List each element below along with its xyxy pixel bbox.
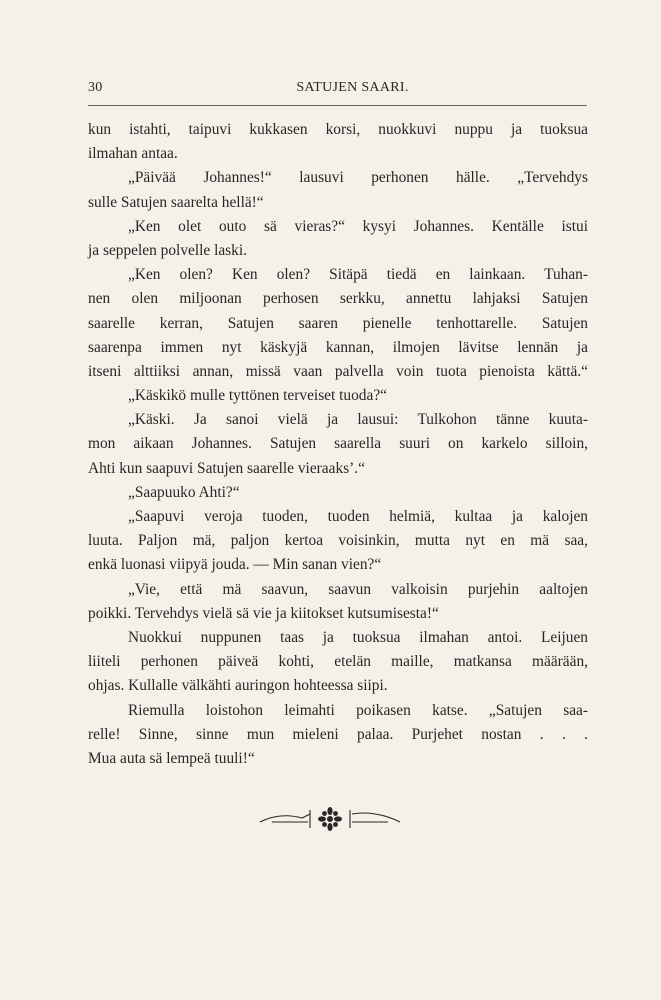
text-line: saarenpa immen nyt käskyjä kannan, ilmojen lävitse lennän ja [88, 338, 588, 356]
text-line: „Päivää Johannes!“ lausuvi perhonen hälle. „Tervehdys [128, 169, 588, 187]
text-line: ilmahan antaa. [88, 145, 178, 163]
running-head [88, 80, 587, 102]
text-line: Nuokkui nuppunen taas ja tuoksua ilmahan antoi. Leijuen [128, 628, 588, 646]
text-line: liiteli perhonen päiveä kohti, etelän maille, matkansa määrään, [88, 653, 588, 671]
text-line: itseni alttiiksi annan, missä vaan palvella voin tuota pienoista kättä.“ [88, 362, 588, 380]
text-line: relle! Sinne, sinne mun mieleni palaa. Purjehet nostan . . . [88, 725, 588, 743]
text-line: mon aikaan Johannes. Satujen saarella suuri on karkelo silloin, [88, 435, 588, 453]
text-line: poikki. Tervehdys vielä sä vie ja kiitokset kutsumisesta!“ [88, 604, 439, 622]
fleuron-ornament-icon [250, 800, 410, 836]
header-rule [88, 105, 587, 106]
text-line: „Saapuuko Ahti?“ [128, 483, 240, 501]
text-line: Mua auta sä lempeä tuuli!“ [88, 749, 255, 767]
text-line: Ahti kun saapuvi Satujen saarelle vieraaks’.“ [88, 459, 365, 477]
text-line: „Vie, että mä saavun, saavun valkoisin purjehin aaltojen [128, 580, 588, 598]
body-text [88, 118, 588, 771]
text-line: „Ken olen? Ken olen? Sitäpä tiedä en lainkaan. Tuhan- [128, 266, 588, 284]
page-number: 30 [88, 80, 103, 95]
text-line: nen olen miljoonan perhosen serkku, annettu lahjaksi Satujen [88, 290, 588, 308]
text-line: ohjas. Kullalle välkähti auringon hohteessa siipi. [88, 677, 388, 695]
text-line: sulle Satujen saarelta hellä!“ [88, 193, 264, 211]
text-line: enkä luonasi viipyä jouda. — Min sanan vien?“ [88, 556, 382, 574]
text-line: kun istahti, taipuvi kukkasen korsi, nuokkuvi nuppu ja tuoksua [88, 121, 588, 138]
text-line: Riemulla loistohon leimahti poikasen katse. „Satujen saa- [128, 701, 588, 719]
text-line: „Saapuvi veroja tuoden, tuoden helmiä, kultaa ja kalojen [128, 508, 588, 525]
text-line: „Käski. Ja sanoi vielä ja lausui: Tulkohon tänne kuuta- [128, 411, 588, 429]
text-line: „Ken olet outo sä vieras?“ kysyi Johannes. Kentälle istui [128, 217, 588, 235]
text-line: luuta. Paljon mä, paljon kertoa voisinkin, mutta nyt en mä saa, [88, 532, 588, 550]
text-line: ja seppelen polvelle laski. [88, 241, 247, 259]
text-line: „Käskikö mulle tyttönen terveiset tuoda?“ [128, 387, 387, 405]
text-line: saarelle kerran, Satujen saaren pienelle tenhottarelle. Satujen [88, 314, 588, 332]
running-title: SATUJEN SAARI. [296, 80, 409, 95]
